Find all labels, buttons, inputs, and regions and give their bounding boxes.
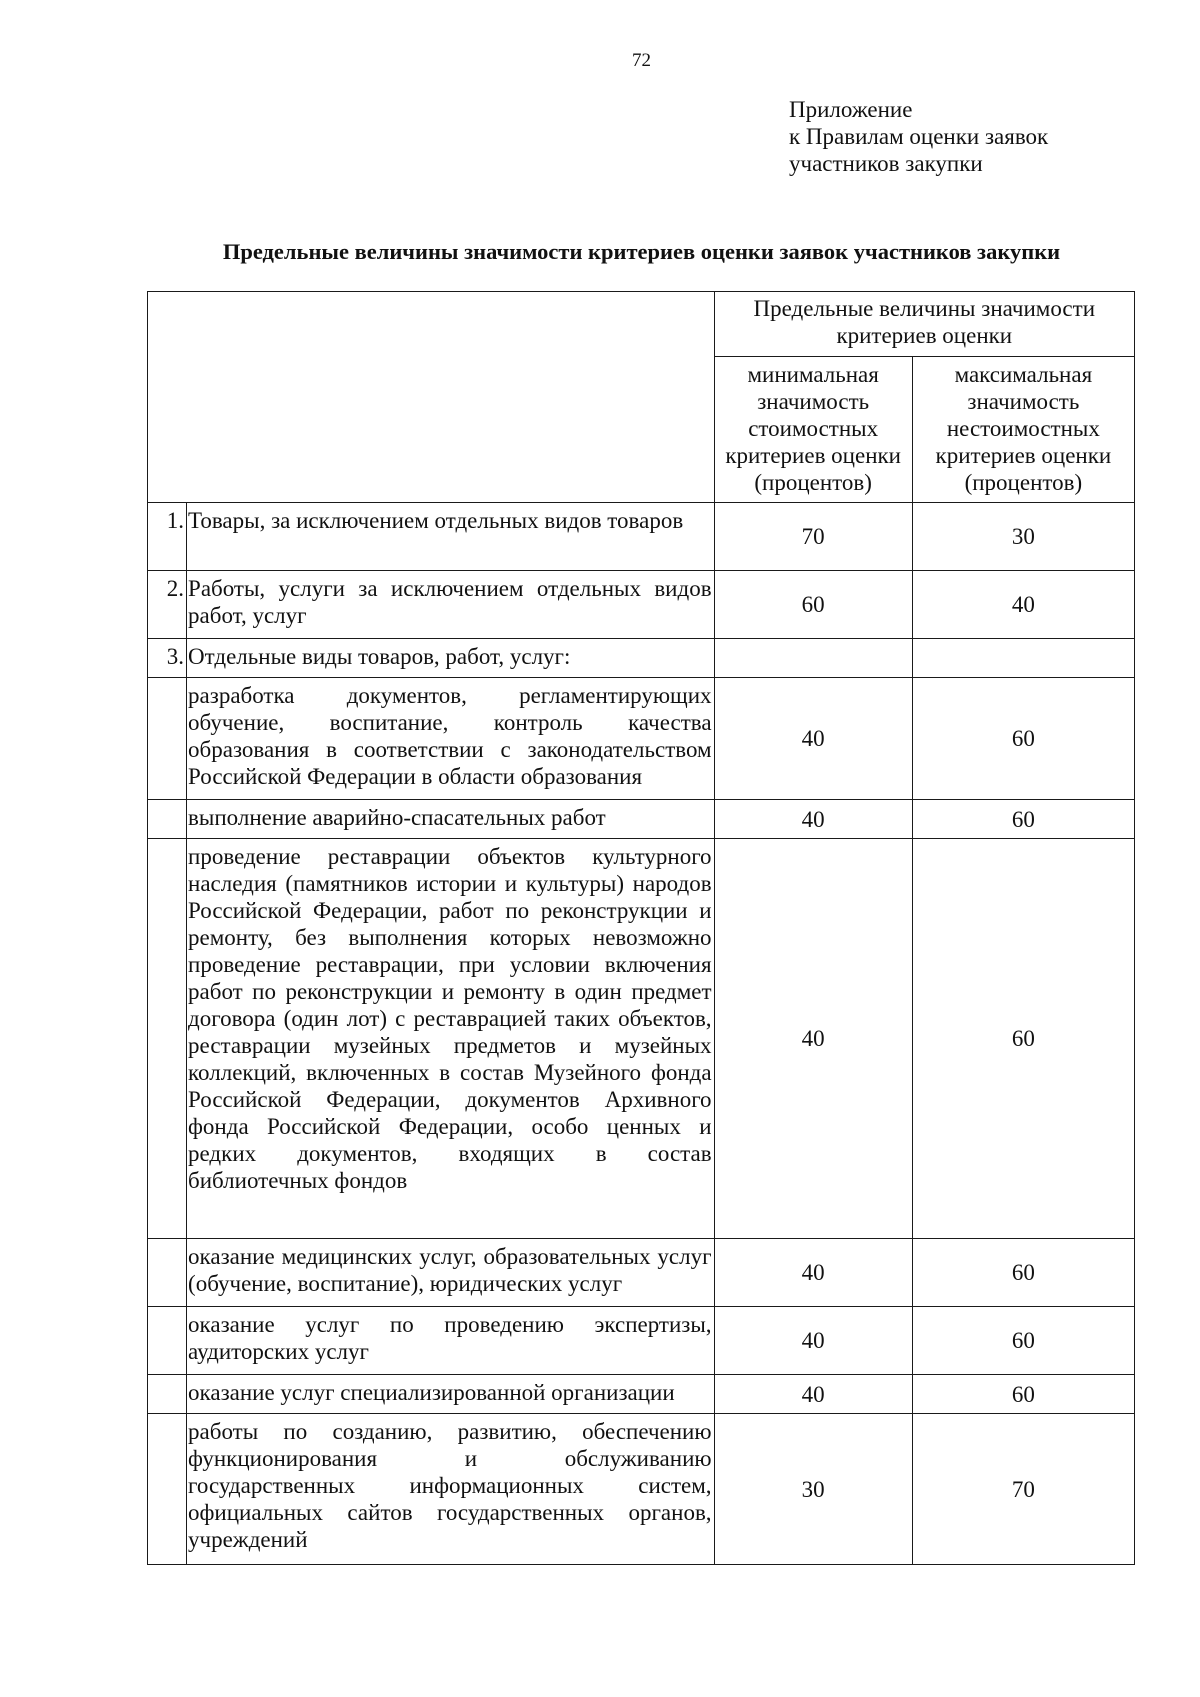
appendix-line-1: Приложение <box>789 97 913 122</box>
row-number <box>148 800 187 839</box>
appendix-line-2: к Правилам оценки заявок <box>789 124 1049 149</box>
row-max-value: 30 <box>912 503 1134 571</box>
table-row <box>148 800 1135 839</box>
row-description: разработка документов, регламентирующих обучение, воспитание, контроль качества образования в соответствии с законодательством Российской Федерации в области образования <box>187 678 715 800</box>
table-row <box>148 678 1135 800</box>
row-max-value: 60 <box>912 800 1134 839</box>
table-row <box>148 571 1135 639</box>
table-header-row <box>148 292 1135 357</box>
header-group-cell: Предельные величины значимости критериев оценки <box>714 292 1134 357</box>
appendix-line-3: участников закупки <box>789 151 983 176</box>
row-min-value: 40 <box>714 839 912 1239</box>
row-max-value: 60 <box>912 1375 1134 1414</box>
row-min-value <box>714 639 912 678</box>
row-number: 1. <box>148 503 187 571</box>
row-min-value: 40 <box>714 1375 912 1414</box>
header-min-cell: минимальная значимость стоимостных критериев оценки (процентов) <box>714 357 912 503</box>
row-number: 2. <box>148 571 187 639</box>
table-row <box>148 639 1135 678</box>
row-number <box>148 1414 187 1565</box>
row-number <box>148 839 187 1239</box>
row-description: Работы, услуги за исключением отдельных видов работ, услуг <box>187 571 715 639</box>
row-min-value: 70 <box>714 503 912 571</box>
row-description: проведение реставрации объектов культурного наследия (памятников истории и культуры) народов Российской Федерации, работ по реконструкции и ремонту, без выполнения которых невозможно проведение реставрации, при условии включения работ по реконструкции и ремонту в один предмет договора (один лот) с реставрацией таких объектов, реставрации музейных предметов и музейных коллекций, включенных в состав Музейного фонда Российской Федерации, документов Архивного фонда Российской Федерации, особо ценных и редких документов, входящих в состав библиотечных фондов <box>187 839 715 1239</box>
row-min-value: 40 <box>714 678 912 800</box>
row-number <box>148 678 187 800</box>
row-number: 3. <box>148 639 187 678</box>
header-max-cell: максимальная значимость нестоимостных критериев оценки (процентов) <box>912 357 1134 503</box>
row-number <box>148 1375 187 1414</box>
row-description: оказание медицинских услуг, образовательных услуг (обучение, воспитание), юридических услуг <box>187 1239 715 1307</box>
table-row <box>148 503 1135 571</box>
header-empty-cell <box>148 292 715 503</box>
row-description: Отдельные виды товаров, работ, услуг: <box>187 639 715 678</box>
row-description: оказание услуг по проведению экспертизы, аудиторских услуг <box>187 1307 715 1375</box>
row-max-value: 70 <box>912 1414 1134 1565</box>
document-title: Предельные величины значимости критериев оценки заявок участников закупки <box>222 239 1061 264</box>
row-description: работы по созданию, развитию, обеспечению функционирования и обслуживанию государственных информационных систем, официальных сайтов государственных органов, учреждений <box>187 1414 715 1565</box>
row-max-value: 60 <box>912 678 1134 800</box>
row-max-value: 60 <box>912 1239 1134 1307</box>
row-number <box>148 1307 187 1375</box>
row-min-value: 40 <box>714 1307 912 1375</box>
row-max-value: 40 <box>912 571 1134 639</box>
row-max-value: 60 <box>912 1307 1134 1375</box>
row-min-value: 40 <box>714 1239 912 1307</box>
table-row <box>148 1307 1135 1375</box>
row-min-value: 60 <box>714 571 912 639</box>
row-description: Товары, за исключением отдельных видов товаров <box>187 503 715 571</box>
row-description: выполнение аварийно-спасательных работ <box>187 800 715 839</box>
table-row <box>148 839 1135 1239</box>
table-row <box>148 1239 1135 1307</box>
row-max-value <box>912 639 1134 678</box>
row-min-value: 40 <box>714 800 912 839</box>
row-description: оказание услуг специализированной организации <box>187 1375 715 1414</box>
row-max-value: 60 <box>912 839 1134 1239</box>
criteria-table <box>147 291 1135 1565</box>
page-number: 72 <box>632 50 651 71</box>
table-row <box>148 1375 1135 1414</box>
table-row <box>148 1414 1135 1565</box>
row-number <box>148 1239 187 1307</box>
appendix-note <box>789 96 1048 177</box>
row-min-value: 30 <box>714 1414 912 1565</box>
